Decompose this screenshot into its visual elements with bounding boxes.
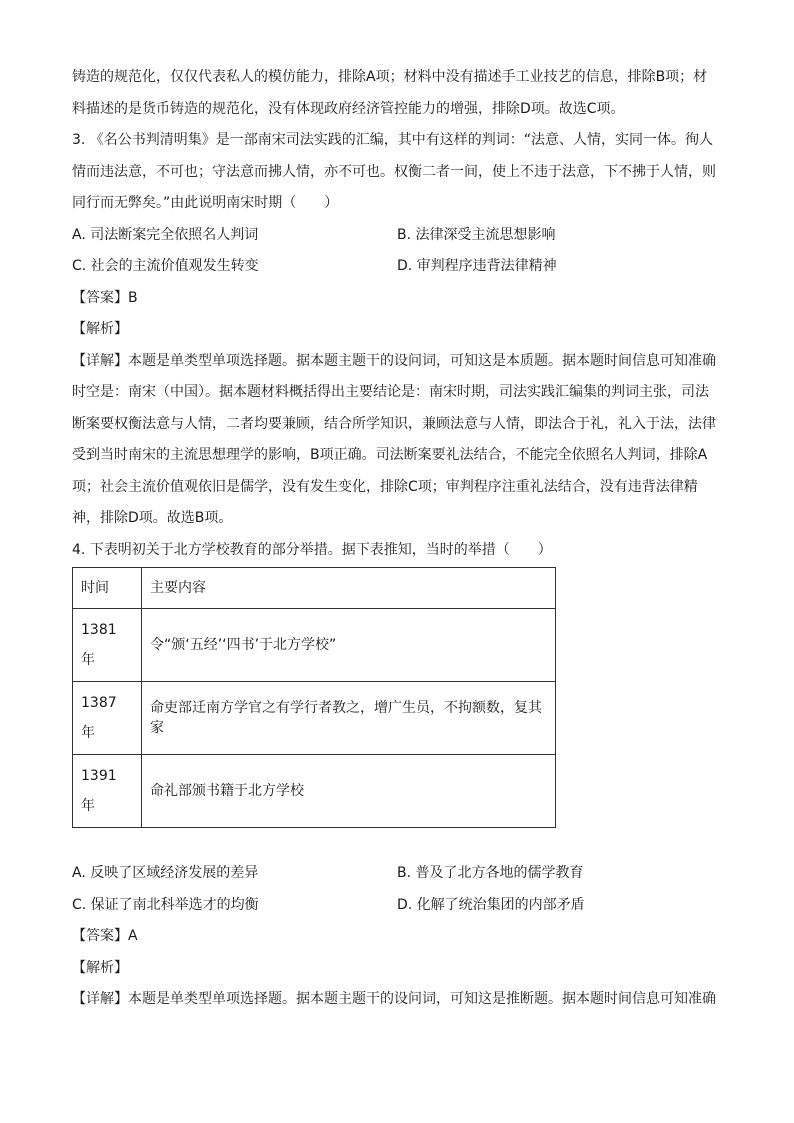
table-row bbox=[73, 755, 556, 828]
text-line: 铸造的规范化，仅仅代表私人的模仿能力，排除A项；材料中没有描述手工业技艺的信息，排除B项；材 bbox=[72, 69, 708, 85]
option-b: B. 法律深受主流思想影响 bbox=[397, 226, 556, 243]
detail-line: 【详解】本题是单类型单项选择题。据本题主题干的设问词，可知这是本质题。据本题时间信息可知准确 bbox=[72, 352, 716, 369]
option-a: A. 司法断案完全依照名人判词 bbox=[72, 226, 259, 243]
options-row bbox=[72, 858, 722, 890]
year-number: 1391 bbox=[81, 768, 117, 784]
content-cell: 令“颁‘五经’‘四书’于北方学校” bbox=[142, 609, 556, 682]
year-unit: 年 bbox=[81, 652, 95, 668]
analysis-label: 【解析】 bbox=[72, 321, 128, 337]
option-c: C. 社会的主流价值观发生转变 bbox=[72, 258, 259, 274]
table-row bbox=[73, 609, 556, 682]
option-b: B. 普及了北方各地的儒学教育 bbox=[397, 865, 584, 881]
content-cell: 命吏部迁南方学官之有学行者教之，增广生员，不拘额数，复其家 bbox=[142, 682, 556, 755]
question-4 bbox=[72, 535, 722, 1016]
detail-line: 时空是：南宋（中国）。据本题材料概括得出主要结论是：南宋时期，司法实践汇编集的判词主张，司法 bbox=[72, 384, 709, 400]
content-cell: 命礼部颁书籍于北方学校 bbox=[142, 755, 556, 828]
detail-line: 项；社会主流价值观依旧是儒学，没有发生变化，排除C项；审判程序注重礼法结合，没有违背法律精 bbox=[72, 478, 698, 495]
year-cell bbox=[73, 682, 142, 755]
detail-line: 神，排除D项。故选B项。 bbox=[72, 510, 233, 526]
detail-line: 受到当时南宋的主流思想理学的影响，B项正确。司法断案要礼法结合，不能完全依照名人判词，排除A bbox=[72, 447, 708, 463]
option-a: A. 反映了区域经济发展的差异 bbox=[72, 865, 259, 881]
detail-line: 【详解】本题是单类型单项选择题。据本题主题干的设问词，可知这是推断题。据本题时间信息可知准确 bbox=[72, 991, 716, 1007]
year-cell bbox=[73, 609, 142, 682]
table-header-cell: 时间 bbox=[73, 568, 142, 609]
answer-label: 【答案】B bbox=[72, 289, 138, 306]
year-number: 1381 bbox=[81, 622, 117, 638]
table-header-row bbox=[73, 568, 556, 609]
measures-table bbox=[72, 567, 556, 828]
document-page bbox=[72, 62, 722, 1016]
question-stem-line: 情而违法意，不可也；守法意而拂人情，亦不可也。权衡二者一间，使上不违于法意，下不拂于人情，则 bbox=[72, 163, 716, 180]
question-stem-line: 3. 《名公书判清明集》是一部南宋司法实践的汇编，其中有这样的判词：“法意、人情，实同一体。徇人 bbox=[72, 132, 714, 148]
answer-label: 【答案】A bbox=[72, 928, 138, 944]
table-header-cell: 主要内容 bbox=[142, 568, 556, 609]
year-cell bbox=[73, 755, 142, 828]
question-stem-line: 同行而无弊矣。”由此说明南宋时期（ ） bbox=[72, 195, 339, 211]
options-row bbox=[72, 220, 722, 252]
text-line: 料描述的是货币铸造的规范化，没有体现政府经济管控能力的增强，排除D项。故选C项。 bbox=[72, 100, 625, 117]
option-d: D. 审判程序违背法律精神 bbox=[397, 258, 557, 274]
options-row bbox=[72, 251, 722, 283]
question-3 bbox=[72, 125, 722, 535]
option-c: C. 保证了南北科举选才的均衡 bbox=[72, 896, 259, 913]
table-row bbox=[73, 682, 556, 755]
options-row bbox=[72, 890, 722, 922]
year-unit: 年 bbox=[81, 725, 95, 741]
year-number: 1387 bbox=[81, 695, 117, 711]
year-unit: 年 bbox=[81, 798, 95, 814]
question-stem-line: 4. 下表明初关于北方学校教育的部分举措。据下表推知，当时的举措（ ） bbox=[72, 541, 552, 558]
option-d: D. 化解了统治集团的内部矛盾 bbox=[397, 896, 585, 913]
detail-line: 断案要权衡法意与人情，二者均要兼顾，结合所学知识，兼顾法意与人情，即法合于礼，礼入于法，法律 bbox=[72, 415, 716, 432]
analysis-label: 【解析】 bbox=[72, 959, 128, 976]
